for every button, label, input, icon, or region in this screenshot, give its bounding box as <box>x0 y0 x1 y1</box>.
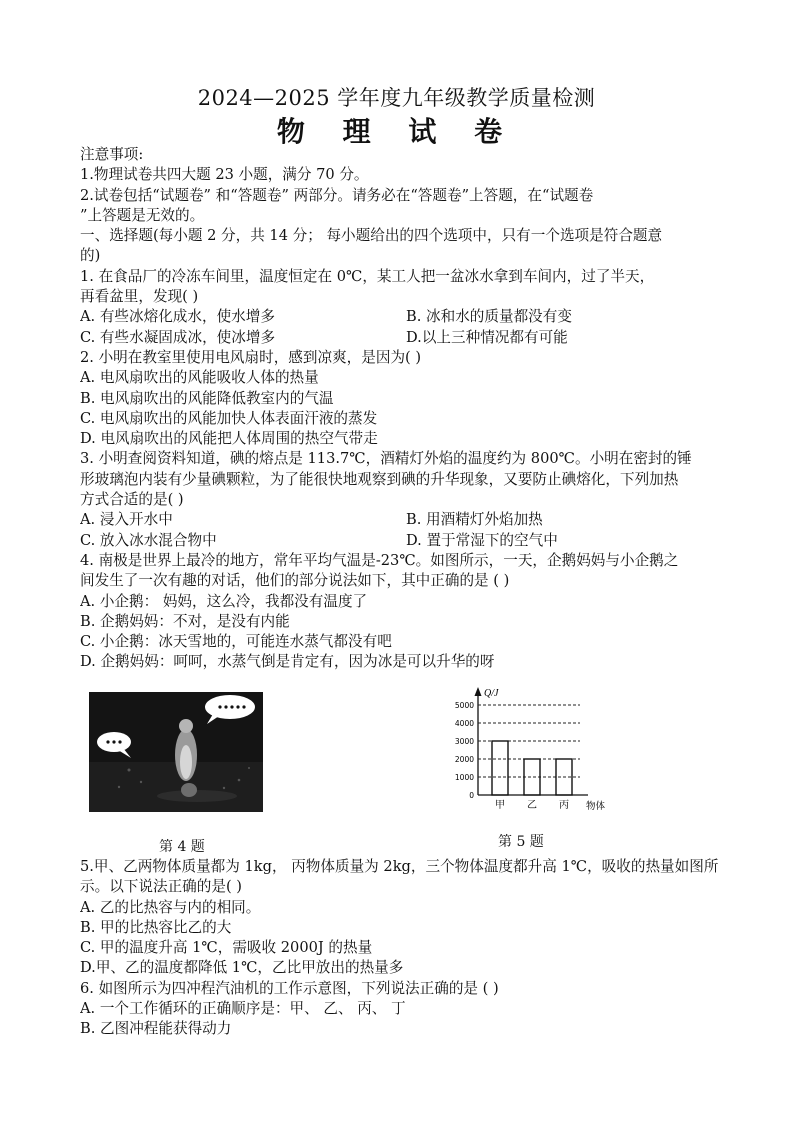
exam-body-lower <box>80 857 720 1040</box>
q6-option-a: A. 一个工作循环的正确顺序是：甲、 乙、 丙、 丁 <box>80 1000 406 1018</box>
y-tick-2000: 2000 <box>454 755 474 764</box>
y-axis-label: Q/J <box>484 688 499 699</box>
q4-option-a: A. 小企鹅： 妈妈，这么冷，我都没有温度了 <box>80 592 368 610</box>
q4-penguin-photo <box>89 692 263 812</box>
q1-stem-line-2: 再看盆里，发现( ) <box>80 288 199 306</box>
q6-stem: 6. 如图所示为四冲程汽油机的工作示意图，下列说法正确的是 ( ) <box>80 979 499 997</box>
y-tick-5000: 5000 <box>454 701 474 710</box>
heat-bar-chart <box>440 683 620 815</box>
note-1: 1.物理试卷共四大题 23 小题，满分 70 分。 <box>80 166 369 184</box>
x-tick-3: 丙 <box>559 800 569 811</box>
note-2-line-1: 2.试卷包括“试题卷” 和“答题卷” 两部分。请务必在“答题卷”上答题，在“试题卷 <box>80 186 594 204</box>
q6-option-b: B. 乙图冲程能获得动力 <box>80 1020 232 1038</box>
q5-option-a: A. 乙的比热容与内的相同。 <box>80 898 261 916</box>
q3-option-b: B. 用酒精灯外焰加热 <box>406 511 543 529</box>
x-axis-label: 物体 <box>586 801 606 812</box>
q5-stem-line-1: 5.甲、乙两物体质量都为 1kg， 丙物体质量为 2kg，三个物体温度都升高 1℃，吸收的热量如图所 <box>80 858 719 875</box>
q2-option-b: B. 电风扇吹出的风能降低教室内的气温 <box>80 389 334 407</box>
section1-heading-line-1: 一、选择题(每小题 2 分，共 14 分； 每小题给出的四个选项中，只有一个选项是符合题意 <box>80 227 663 245</box>
q1-options-row-1 <box>80 307 720 327</box>
penguin-illustration <box>89 692 263 812</box>
note-2-line-2: ”上答题是无效的。 <box>80 206 205 224</box>
q5-option-b: B. 甲的比热容比乙的大 <box>80 918 232 936</box>
q4-stem-line-2: 间发生了一次有趣的对话，他们的部分说法如下，其中正确的是 ( ) <box>80 572 510 590</box>
q2-option-d: D. 电风扇吹出的风能把人体周围的热空气带走 <box>80 430 378 448</box>
q4-option-b: B. 企鹅妈妈：不对，是没有内能 <box>80 612 290 630</box>
x-tick-2: 乙 <box>527 800 537 811</box>
bar-2 <box>524 759 540 795</box>
q1-option-b: B. 冰和水的质量都没有变 <box>406 308 572 326</box>
y-tick-3000: 3000 <box>454 737 474 746</box>
q1-option-a: A. 有些冰熔化成水，使水增多 <box>80 308 275 326</box>
exam-body-upper <box>80 145 720 673</box>
notes-heading: 注意事项: <box>80 146 144 163</box>
bar-1 <box>492 741 508 795</box>
q3-options-row-1 <box>80 510 720 530</box>
q1-option-c: C. 有些水凝固成冰，使冰增多 <box>80 328 276 346</box>
q1-stem-line-1: 1. 在食品厂的冷冻车间里，温度恒定在 0℃，某工人把一盆冰水拿到车间内，过了半天， <box>80 267 655 285</box>
q3-option-a: A. 浸入开水中 <box>80 511 173 529</box>
y-tick-1000: 1000 <box>454 773 474 782</box>
q2-option-a: A. 电风扇吹出的风能吸收人体的热量 <box>80 369 319 387</box>
q3-option-c: C. 放入冰水混合物中 <box>80 531 217 549</box>
fig5-caption: 第 5 题 <box>498 834 544 850</box>
y-axis-arrow <box>475 687 482 696</box>
q1-options-row-2 <box>80 328 720 348</box>
q5-stem-line-2: 示。以下说法正确的是( ) <box>80 878 242 896</box>
q2-option-c: C. 电风扇吹出的风能加快人体表面汗液的蒸发 <box>80 409 378 427</box>
q3-stem-line-1: 3. 小明查阅资料知道，碘的熔点是 113.7℃，酒精灯外焰的温度约为 800℃。小明在密封的锤 <box>80 450 692 468</box>
fig4-caption: 第 4 题 <box>159 839 205 855</box>
y-tick-0: 0 <box>469 791 474 800</box>
section1-heading-line-2: 的) <box>80 247 101 265</box>
fig5-chart <box>440 683 620 815</box>
q3-option-d: D. 置于常湿下的空气中 <box>406 531 558 549</box>
q3-stem-line-3: 方式合适的是( ) <box>80 491 184 509</box>
q4-option-d: D. 企鹅妈妈：呵呵，水蒸气倒是肯定有，因为冰是可以升华的呀 <box>80 653 495 671</box>
y-tick-4000: 4000 <box>454 719 474 728</box>
q1-option-d: D.以上三种情况都有可能 <box>406 328 568 346</box>
exam-title: 2024—2025 学年度九年级教学质量检测 <box>197 86 596 110</box>
q3-options-row-2 <box>80 531 720 551</box>
q5-option-d: D.甲、乙的温度都降低 1℃，乙比甲放出的热量多 <box>80 959 404 977</box>
q3-stem-line-2: 形玻璃泡内装有少量碘颗粒，为了能很快地观察到碘的升华现象，又要防止碘熔化，下列加热 <box>80 470 679 488</box>
q5-option-c: C. 甲的温度升高 1℃，需吸收 2000J 的热量 <box>80 939 373 957</box>
q2-stem: 2. 小明在教室里使用电风扇时，感到凉爽，是因为( ) <box>80 348 422 366</box>
x-tick-1: 甲 <box>495 800 505 811</box>
subject-title: 物 理 试 卷 <box>276 115 517 148</box>
q4-option-c: C. 小企鹅：冰天雪地的，可能连水蒸气都没有吧 <box>80 633 392 651</box>
q4-stem-line-1: 4. 南极是世界上最冷的地方，常年平均气温是-23℃。如图所示，一天，企鹅妈妈与小企鹅之 <box>80 551 679 569</box>
